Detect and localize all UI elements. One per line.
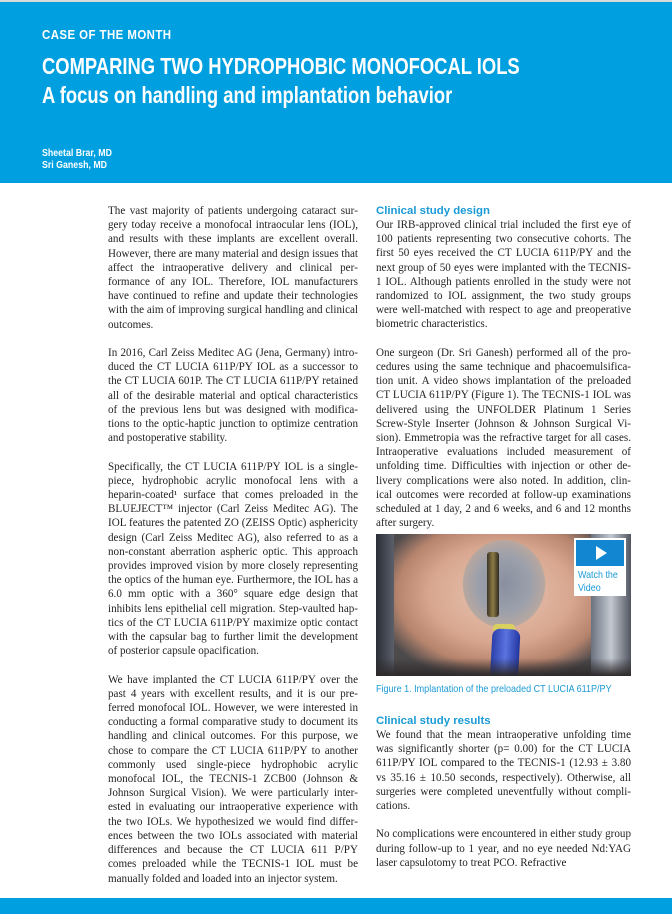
body-paragraph: Specifically, the CT LUCIA 611P/PY IOL is a single-piece, hydrophobic acrylic monofocal lens with a heparin-coated¹ surface that comes preloaded in the BLUEJECT™ injector (Carl Zeiss Meditec AG). The IOL features the patented ZO (ZEISS Optic) asphericity design (Carl Zeiss Meditec AG), also referred to as a non-constant aberration aspheric optic. This approach provides improved vision by more closely representing the optics of the human eye. Furthermore, the IOL has a 6.0 mm optic with a 360° square edge design that inhibits lens epithelial cell migration. Step-vaulted haptics of the CT LUCIA 611P/PY maximize optic contact with the capsular bag to further limit the development of posterior capsule opacification.	[108, 460, 358, 658]
body-paragraph: The vast majority of patients undergoing cataract surgery today receive a monofocal intraocular lens (IOL), and results with these implants are excellent overall. However, there are many material and design issues that affect the intraoperative delivery and clinical performance of any IOL. Therefore, IOL manufacturers have continued to refine and update their technologies with the aim of improving surgical handling and clinical outcomes.	[108, 205, 358, 331]
article-subtitle: A focus on handling and implantation behavior	[42, 82, 453, 108]
figure-video-thumbnail[interactable]	[376, 534, 631, 676]
author-name: Sri Ganesh, MD	[42, 160, 108, 171]
author-name: Sheetal Brar, MD	[42, 148, 112, 159]
section-heading-results: Clinical study results	[376, 715, 491, 727]
figure-caption: Figure 1. Implantation of the preloaded CT LUCIA 611P/PY	[376, 683, 612, 695]
figure-speculum-left	[376, 534, 394, 676]
article-header	[0, 2, 672, 183]
body-paragraph: In 2016, Carl Zeiss Meditec AG (Jena, Germany) introduced the CT LUCIA 611P/PY IOL as a successor to the CT LUCIA 601P. The CT LUCIA 611P/PY retained all of the desirable material and optical characteristics of the previous lens but was designed with modifications to the optic-haptic junction to optimize centration and postoperative stability.	[108, 347, 358, 445]
body-paragraph: One surgeon (Dr. Sri Ganesh) performed all of the procedures using the same technique and phacoemulsification unit. A video shows implantation of the preloaded CT LUCIA 611P/PY (Figure 1). The TECNIS-1 IOL was delivered using the UNFOLDER Platinum 1 Series Screw-Style Inserter (Johnson & Johnson Surgical Vision). Emmetropia was the refractive target for all cases. Intraoperative evaluations included measurement of unfolding time. Difficulties with injection or other delivery complications were also noted. In addition, clinical outcomes were recorded at follow-up examinations scheduled at 1 day, 2 and 6 weeks, and 6 and 12 months after surgery.	[376, 346, 631, 530]
body-paragraph: Our IRB-approved clinical trial included the first eye of 100 patients representing two consecutive cohorts. The first 50 eyes received the CT LUCIA 611P/PY and the next group of 50 eyes were implanted with the TECNIS-1 IOL. Although patients enrolled in the study were not randomized to IOL assignment, the two study groups were well-matched with respect to age and preoperative biometric characteristics.	[376, 219, 631, 331]
section-kicker: CASE OF THE MONTH	[42, 27, 172, 42]
right-column-bottom	[376, 714, 631, 884]
body-paragraph: We found that the mean intraoperative unfolding time was significantly shorter (p= 0.00) for the CT LUCIA 611P/PY IOL compared to the TECNIS-1 (12.93 ± 3.80 vs 35.16 ± 10.50 seconds, respectively). Otherwise, all surgeries were completed uneventfully without complications.	[376, 729, 631, 813]
watch-video-button[interactable]	[574, 538, 626, 596]
play-button[interactable]	[576, 540, 624, 566]
figure-lashes	[376, 658, 631, 676]
left-column	[108, 204, 358, 900]
article-title: COMPARING TWO HYDROPHOBIC MONOFOCAL IOLS	[42, 53, 520, 79]
right-column-top	[376, 204, 631, 545]
watch-video-label: Watch the Video	[578, 569, 618, 594]
footer-bar	[0, 898, 672, 914]
body-paragraph: We have implanted the CT LUCIA 611P/PY over the past 4 years with excellent results, and it is our preferred monofocal IOL. However, we were interested in conducting a formal comparative study to document its handling and clinical outcomes. For this purpose, we chose to compare the CT LUCIA 611P/PY to another commonly used single-piece hydrophobic acrylic monofocal IOL, the TECNIS-1 ZCB00 (Johnson & Johnson Surgical Vision). We were particularly interested in evaluating our intraoperative experience with the two IOLs. We hypothesized we would find differences between the two IOLs associated with material differences and because the CT LUCIA 611 P/PY comes preloaded while the TECNIS-1 IOL must be manually folded and loaded into an injector system.	[108, 673, 358, 885]
section-heading-design: Clinical study design	[376, 205, 490, 217]
play-icon	[596, 546, 607, 560]
body-paragraph: No complications were encountered in either study group during follow-up to 1 year, and no eye needed Nd:YAG laser capsulotomy to treat PCO. Refractive	[376, 828, 631, 869]
figure-instrument	[487, 552, 499, 617]
